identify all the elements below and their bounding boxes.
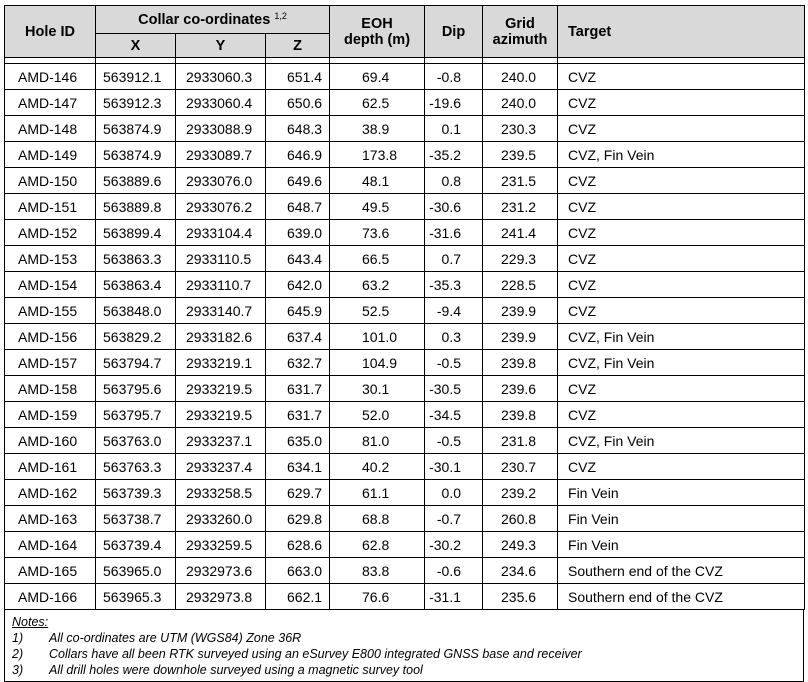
hole-id-cell: AMD-153	[5, 246, 96, 272]
note-item	[12, 630, 803, 646]
x-cell: 563739.3	[96, 480, 176, 506]
dip-cell: 0.0	[425, 480, 483, 506]
hole-id-cell: AMD-147	[5, 90, 96, 116]
x-cell: 563738.7	[96, 506, 176, 532]
drill-collar-table-container	[4, 5, 804, 682]
grid-azimuth-cell: 239.9	[483, 324, 558, 350]
target-cell: CVZ	[558, 220, 805, 246]
eoh-depth-cell: 62.8	[330, 532, 425, 558]
note-number: 1)	[12, 631, 24, 645]
eoh-depth-cell: 101.0	[330, 324, 425, 350]
dip-cell: -30.1	[425, 454, 483, 480]
y-cell: 2933076.0	[176, 168, 266, 194]
hole-id-cell: AMD-146	[5, 64, 96, 90]
eoh-depth-cell: 61.1	[330, 480, 425, 506]
y-cell: 2933110.7	[176, 272, 266, 298]
eoh-depth-cell: 38.9	[330, 116, 425, 142]
grid-azimuth-cell: 228.5	[483, 272, 558, 298]
hole-id-cell: AMD-157	[5, 350, 96, 376]
grid-azimuth-cell: 234.6	[483, 558, 558, 584]
hole-id-cell: AMD-151	[5, 194, 96, 220]
table-row	[5, 64, 805, 90]
x-cell: 563874.9	[96, 116, 176, 142]
grid-azimuth-cell: 231.8	[483, 428, 558, 454]
header-hole-id: Hole ID	[5, 6, 96, 58]
y-cell: 2933104.4	[176, 220, 266, 246]
z-cell: 631.7	[266, 402, 330, 428]
grid-azimuth-cell: 260.8	[483, 506, 558, 532]
target-cell: CVZ	[558, 272, 805, 298]
grid-azimuth-cell: 230.7	[483, 454, 558, 480]
y-cell: 2933237.4	[176, 454, 266, 480]
x-cell: 563874.9	[96, 142, 176, 168]
target-cell: CVZ, Fin Vein	[558, 428, 805, 454]
x-cell: 563889.6	[96, 168, 176, 194]
y-cell: 2933219.5	[176, 402, 266, 428]
hole-id-cell: AMD-149	[5, 142, 96, 168]
z-cell: 634.1	[266, 454, 330, 480]
y-cell: 2933089.7	[176, 142, 266, 168]
header-eoh-depth: EOH depth (m)	[330, 6, 425, 58]
x-cell: 563763.0	[96, 428, 176, 454]
eoh-depth-cell: 49.5	[330, 194, 425, 220]
x-cell: 563912.1	[96, 64, 176, 90]
dip-cell: -31.1	[425, 584, 483, 610]
header-y: Y	[176, 34, 266, 58]
header-collar-footnote: 1,2	[274, 11, 287, 21]
z-cell: 629.8	[266, 506, 330, 532]
z-cell: 662.1	[266, 584, 330, 610]
header-target: Target	[558, 6, 805, 58]
grid-azimuth-cell: 239.5	[483, 142, 558, 168]
grid-azimuth-cell: 239.2	[483, 480, 558, 506]
eoh-depth-cell: 62.5	[330, 90, 425, 116]
eoh-depth-cell: 30.1	[330, 376, 425, 402]
eoh-depth-cell: 104.9	[330, 350, 425, 376]
hole-id-cell: AMD-166	[5, 584, 96, 610]
grid-azimuth-cell: 230.3	[483, 116, 558, 142]
dip-cell: -35.3	[425, 272, 483, 298]
grid-azimuth-cell: 240.0	[483, 90, 558, 116]
header-collar-coordinates: Collar co-ordinates $^{1,2}$	[96, 6, 330, 34]
hole-id-cell: AMD-152	[5, 220, 96, 246]
table-row	[5, 142, 805, 168]
grid-azimuth-cell: 240.0	[483, 64, 558, 90]
y-cell: 2933182.6	[176, 324, 266, 350]
dip-cell: -31.6	[425, 220, 483, 246]
y-cell: 2933060.4	[176, 90, 266, 116]
x-cell: 563912.3	[96, 90, 176, 116]
table-row	[5, 584, 805, 610]
target-cell: CVZ	[558, 116, 805, 142]
hole-id-cell: AMD-159	[5, 402, 96, 428]
dip-cell: -9.4	[425, 298, 483, 324]
x-cell: 563889.8	[96, 194, 176, 220]
y-cell: 2933140.7	[176, 298, 266, 324]
z-cell: 650.6	[266, 90, 330, 116]
table-row	[5, 298, 805, 324]
hole-id-cell: AMD-162	[5, 480, 96, 506]
y-cell: 2933259.5	[176, 532, 266, 558]
dip-cell: -0.7	[425, 506, 483, 532]
dip-cell: -0.5	[425, 350, 483, 376]
note-number: 3)	[12, 663, 24, 677]
z-cell: 648.7	[266, 194, 330, 220]
y-cell: 2933219.5	[176, 376, 266, 402]
dip-cell: -0.5	[425, 428, 483, 454]
eoh-depth-cell: 73.6	[330, 220, 425, 246]
header-x: X	[96, 34, 176, 58]
y-cell: 2932973.8	[176, 584, 266, 610]
note-number: 2)	[12, 647, 24, 661]
z-cell: 635.0	[266, 428, 330, 454]
dip-cell: 0.8	[425, 168, 483, 194]
hole-id-cell: AMD-164	[5, 532, 96, 558]
dip-cell: -19.6	[425, 90, 483, 116]
target-cell: CVZ, Fin Vein	[558, 324, 805, 350]
target-cell: Southern end of the CVZ	[558, 584, 805, 610]
x-cell: 563795.7	[96, 402, 176, 428]
target-cell: CVZ	[558, 454, 805, 480]
eoh-depth-cell: 40.2	[330, 454, 425, 480]
y-cell: 2933076.2	[176, 194, 266, 220]
target-cell: Southern end of the CVZ	[558, 558, 805, 584]
dip-cell: -30.5	[425, 376, 483, 402]
hole-id-cell: AMD-148	[5, 116, 96, 142]
eoh-depth-cell: 76.6	[330, 584, 425, 610]
drill-collar-table	[4, 5, 805, 610]
target-cell: CVZ	[558, 246, 805, 272]
hole-id-cell: AMD-156	[5, 324, 96, 350]
y-cell: 2933258.5	[176, 480, 266, 506]
grid-azimuth-cell: 239.6	[483, 376, 558, 402]
eoh-depth-cell: 63.2	[330, 272, 425, 298]
dip-cell: -30.2	[425, 532, 483, 558]
table-row	[5, 90, 805, 116]
grid-azimuth-cell: 231.2	[483, 194, 558, 220]
eoh-depth-cell: 52.5	[330, 298, 425, 324]
grid-azimuth-cell: 239.9	[483, 298, 558, 324]
table-row	[5, 246, 805, 272]
note-text: All co-ordinates are UTM (WGS84) Zone 36R	[49, 631, 302, 645]
z-cell: 631.7	[266, 376, 330, 402]
table-row	[5, 194, 805, 220]
x-cell: 563829.2	[96, 324, 176, 350]
hole-id-cell: AMD-155	[5, 298, 96, 324]
dip-cell: -35.2	[425, 142, 483, 168]
hole-id-cell: AMD-158	[5, 376, 96, 402]
table-row	[5, 324, 805, 350]
hole-id-cell: AMD-150	[5, 168, 96, 194]
eoh-depth-cell: 173.8	[330, 142, 425, 168]
notes-section	[4, 610, 804, 682]
dip-cell: -0.8	[425, 64, 483, 90]
z-cell: 646.9	[266, 142, 330, 168]
target-cell: CVZ	[558, 194, 805, 220]
target-cell: Fin Vein	[558, 480, 805, 506]
z-cell: 642.0	[266, 272, 330, 298]
grid-azimuth-cell: 235.6	[483, 584, 558, 610]
table-row	[5, 350, 805, 376]
grid-azimuth-cell: 239.8	[483, 350, 558, 376]
header-z: Z	[266, 34, 330, 58]
z-cell: 643.4	[266, 246, 330, 272]
table-row	[5, 480, 805, 506]
z-cell: 645.9	[266, 298, 330, 324]
target-cell: CVZ	[558, 168, 805, 194]
table-row	[5, 376, 805, 402]
x-cell: 563965.0	[96, 558, 176, 584]
dip-cell: -30.6	[425, 194, 483, 220]
y-cell: 2933110.5	[176, 246, 266, 272]
grid-azimuth-cell: 229.3	[483, 246, 558, 272]
hole-id-cell: AMD-154	[5, 272, 96, 298]
hole-id-cell: AMD-163	[5, 506, 96, 532]
x-cell: 563763.3	[96, 454, 176, 480]
table-row	[5, 532, 805, 558]
z-cell: 663.0	[266, 558, 330, 584]
table-row	[5, 428, 805, 454]
target-cell: CVZ, Fin Vein	[558, 142, 805, 168]
notes-list	[12, 630, 803, 678]
eoh-depth-cell: 81.0	[330, 428, 425, 454]
x-cell: 563965.3	[96, 584, 176, 610]
hole-id-cell: AMD-165	[5, 558, 96, 584]
z-cell: 628.6	[266, 532, 330, 558]
table-row	[5, 454, 805, 480]
grid-azimuth-cell: 249.3	[483, 532, 558, 558]
y-cell: 2932973.6	[176, 558, 266, 584]
dip-cell: 0.3	[425, 324, 483, 350]
header-dip: Dip	[425, 6, 483, 58]
x-cell: 563863.3	[96, 246, 176, 272]
eoh-depth-cell: 68.8	[330, 506, 425, 532]
target-cell: CVZ	[558, 298, 805, 324]
table-row	[5, 272, 805, 298]
grid-azimuth-cell: 239.8	[483, 402, 558, 428]
header-grid-azimuth: Grid azimuth	[483, 6, 558, 58]
table-row	[5, 220, 805, 246]
table-row	[5, 506, 805, 532]
grid-azimuth-cell: 241.4	[483, 220, 558, 246]
target-cell: CVZ	[558, 376, 805, 402]
dip-cell: 0.7	[425, 246, 483, 272]
eoh-depth-cell: 52.0	[330, 402, 425, 428]
target-cell: Fin Vein	[558, 506, 805, 532]
eoh-depth-cell: 66.5	[330, 246, 425, 272]
note-text: Collars have all been RTK surveyed using an eSurvey E800 integrated GNSS base and receiver	[49, 647, 582, 661]
table-row	[5, 116, 805, 142]
x-cell: 563863.4	[96, 272, 176, 298]
z-cell: 632.7	[266, 350, 330, 376]
z-cell: 629.7	[266, 480, 330, 506]
z-cell: 639.0	[266, 220, 330, 246]
table-body	[5, 58, 805, 610]
dip-cell: 0.1	[425, 116, 483, 142]
z-cell: 651.4	[266, 64, 330, 90]
y-cell: 2933060.3	[176, 64, 266, 90]
hole-id-cell: AMD-161	[5, 454, 96, 480]
grid-azimuth-cell: 231.5	[483, 168, 558, 194]
target-cell: Fin Vein	[558, 532, 805, 558]
z-cell: 649.6	[266, 168, 330, 194]
eoh-depth-cell: 83.8	[330, 558, 425, 584]
y-cell: 2933237.1	[176, 428, 266, 454]
target-cell: CVZ, Fin Vein	[558, 350, 805, 376]
z-cell: 648.3	[266, 116, 330, 142]
x-cell: 563848.0	[96, 298, 176, 324]
table-row	[5, 558, 805, 584]
note-text: All drill holes were downhole surveyed using a magnetic survey tool	[49, 663, 423, 677]
z-cell: 637.4	[266, 324, 330, 350]
hole-id-cell: AMD-160	[5, 428, 96, 454]
target-cell: CVZ	[558, 64, 805, 90]
notes-title: Notes:	[12, 615, 49, 629]
x-cell: 563739.4	[96, 532, 176, 558]
target-cell: CVZ	[558, 402, 805, 428]
x-cell: 563795.6	[96, 376, 176, 402]
target-cell: CVZ	[558, 90, 805, 116]
eoh-depth-cell: 48.1	[330, 168, 425, 194]
eoh-depth-cell: 69.4	[330, 64, 425, 90]
dip-cell: -0.6	[425, 558, 483, 584]
y-cell: 2933219.1	[176, 350, 266, 376]
note-item	[12, 646, 803, 662]
y-cell: 2933260.0	[176, 506, 266, 532]
table-row	[5, 402, 805, 428]
table-row	[5, 168, 805, 194]
note-item	[12, 662, 803, 678]
x-cell: 563794.7	[96, 350, 176, 376]
x-cell: 563899.4	[96, 220, 176, 246]
y-cell: 2933088.9	[176, 116, 266, 142]
dip-cell: -34.5	[425, 402, 483, 428]
